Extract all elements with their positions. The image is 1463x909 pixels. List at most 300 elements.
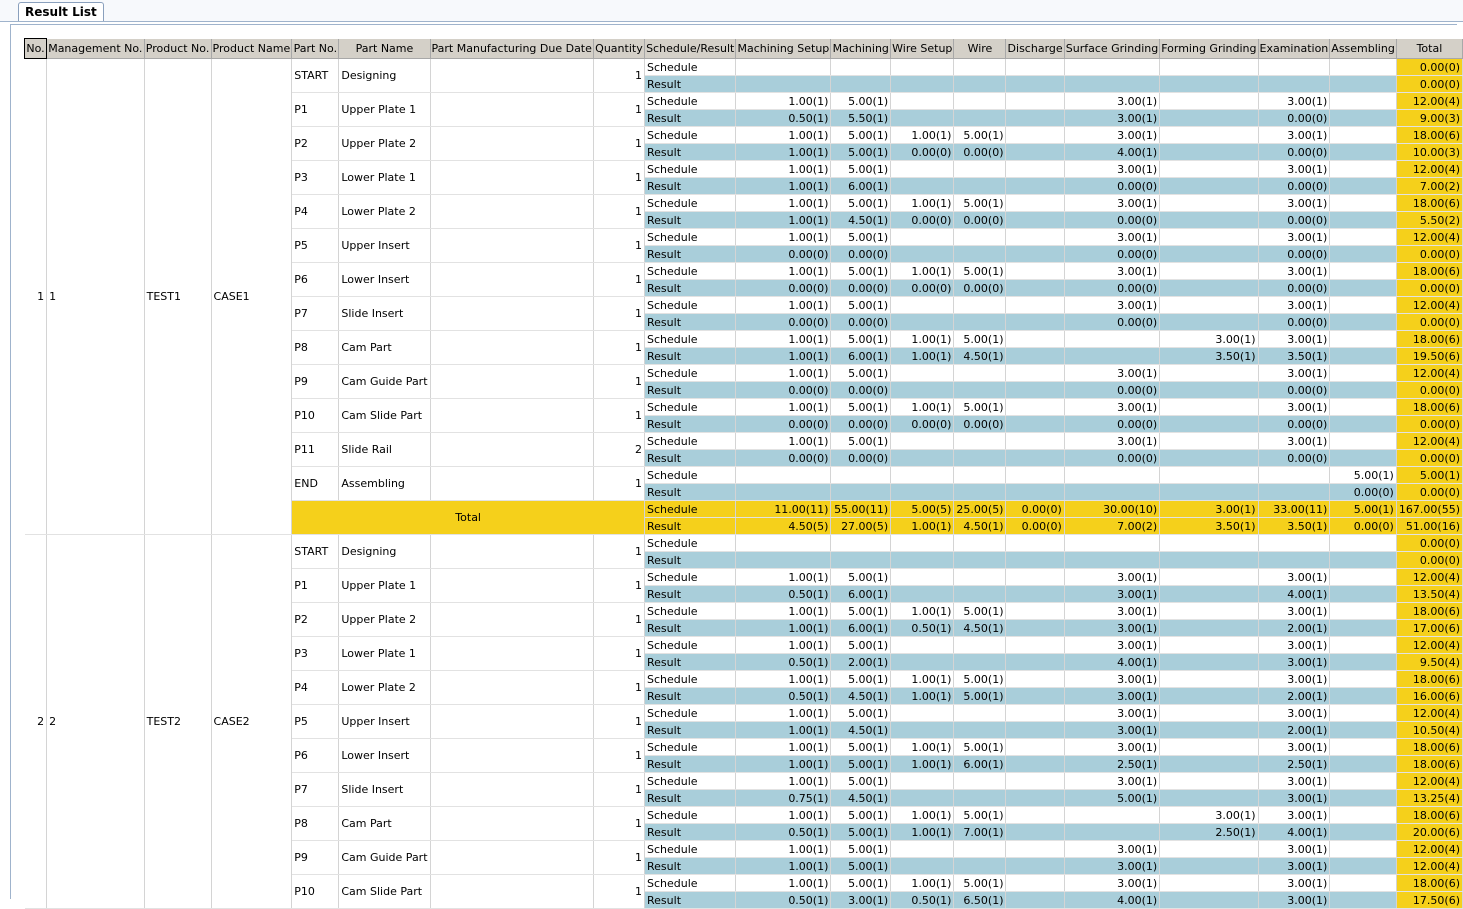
col-header-no[interactable]: No. xyxy=(25,39,47,59)
cell-value[interactable]: 0.00(0) xyxy=(736,246,831,263)
cell-value[interactable]: 1.00(1) xyxy=(891,688,954,705)
schedule-label[interactable]: Schedule xyxy=(645,229,736,246)
cell-value[interactable] xyxy=(954,433,1006,450)
cell-value[interactable]: 3.00(1) xyxy=(1258,773,1330,790)
cell-due-date[interactable] xyxy=(430,705,593,739)
cell-due-date[interactable] xyxy=(430,229,593,263)
cell-value[interactable]: 0.00(0) xyxy=(1258,450,1330,467)
cell-value[interactable] xyxy=(1258,484,1330,501)
cell-value[interactable]: 1.00(1) xyxy=(891,824,954,841)
cell-value[interactable]: 0.50(1) xyxy=(891,892,954,909)
cell-value[interactable] xyxy=(891,314,954,331)
cell-quantity[interactable]: 1 xyxy=(593,195,644,229)
cell-value[interactable]: 5.00(1) xyxy=(831,824,891,841)
cell-value[interactable]: 5.00(1) xyxy=(954,195,1006,212)
cell-total[interactable]: 18.00(6) xyxy=(1396,671,1462,688)
cell-value[interactable] xyxy=(1330,382,1397,399)
cell-value[interactable] xyxy=(736,76,831,93)
cell-due-date[interactable] xyxy=(430,773,593,807)
cell-part-no[interactable]: P1 xyxy=(292,569,339,603)
cell-value[interactable]: 3.00(1) xyxy=(1258,637,1330,654)
cell-part-name[interactable]: Lower Insert xyxy=(339,263,430,297)
schedule-label[interactable]: Schedule xyxy=(645,467,736,484)
cell-value[interactable] xyxy=(1006,382,1064,399)
cell-quantity[interactable]: 2 xyxy=(593,433,644,467)
cell-value[interactable]: 5.00(1) xyxy=(954,399,1006,416)
cell-value[interactable]: 1.00(1) xyxy=(736,807,831,824)
cell-value[interactable] xyxy=(1160,110,1258,127)
cell-value[interactable] xyxy=(1160,756,1258,773)
cell-value[interactable] xyxy=(1160,178,1258,195)
cell-value[interactable]: 5.00(1) xyxy=(831,144,891,161)
cell-quantity[interactable]: 1 xyxy=(593,229,644,263)
cell-value[interactable] xyxy=(954,365,1006,382)
cell-value[interactable]: 3.00(1) xyxy=(1064,841,1159,858)
cell-value[interactable] xyxy=(954,110,1006,127)
cell-value[interactable] xyxy=(1330,875,1397,892)
schedule-label[interactable]: Schedule xyxy=(645,331,736,348)
cell-value[interactable] xyxy=(1006,722,1064,739)
cell-value[interactable] xyxy=(891,365,954,382)
cell-value[interactable]: 2.00(1) xyxy=(1258,688,1330,705)
cell-total[interactable]: 17.50(6) xyxy=(1396,892,1462,909)
cell-due-date[interactable] xyxy=(430,399,593,433)
cell-value[interactable]: 0.00(0) xyxy=(891,416,954,433)
cell-value[interactable] xyxy=(1006,586,1064,603)
cell-value[interactable] xyxy=(1160,450,1258,467)
cell-value[interactable] xyxy=(1160,59,1258,76)
cell-value[interactable] xyxy=(736,59,831,76)
cell-value[interactable] xyxy=(891,722,954,739)
cell-total[interactable]: 18.00(6) xyxy=(1396,127,1462,144)
cell-part-no[interactable]: P6 xyxy=(292,739,339,773)
cell-value[interactable]: 5.00(1) xyxy=(831,433,891,450)
cell-total[interactable]: 18.00(6) xyxy=(1396,331,1462,348)
cell-value[interactable] xyxy=(1160,535,1258,552)
cell-value[interactable] xyxy=(1160,263,1258,280)
cell-value[interactable]: 4.00(1) xyxy=(1064,144,1159,161)
cell-value[interactable] xyxy=(1064,467,1159,484)
cell-value[interactable]: 5.00(1) xyxy=(1064,790,1159,807)
cell-value[interactable] xyxy=(1330,552,1397,569)
col-header-wire-setup[interactable]: Wire Setup xyxy=(891,39,954,59)
cell-value[interactable]: 5.00(1) xyxy=(954,331,1006,348)
col-header-machining-setup[interactable]: Machining Setup xyxy=(736,39,831,59)
cell-value[interactable] xyxy=(891,858,954,875)
cell-value[interactable] xyxy=(954,178,1006,195)
cell-due-date[interactable] xyxy=(430,569,593,603)
cell-part-name[interactable]: Upper Insert xyxy=(339,705,430,739)
result-label[interactable]: Result xyxy=(645,790,736,807)
cell-value[interactable] xyxy=(891,586,954,603)
cell-total-value[interactable]: 3.50(1) xyxy=(1160,518,1258,535)
cell-value[interactable] xyxy=(954,705,1006,722)
result-label[interactable]: Result xyxy=(645,722,736,739)
cell-part-name[interactable]: Cam Guide Part xyxy=(339,365,430,399)
cell-value[interactable] xyxy=(1006,824,1064,841)
cell-value[interactable] xyxy=(1006,348,1064,365)
cell-value[interactable]: 1.00(1) xyxy=(736,195,831,212)
cell-value[interactable] xyxy=(1064,807,1159,824)
cell-value[interactable] xyxy=(1064,824,1159,841)
cell-value[interactable]: 0.00(0) xyxy=(954,212,1006,229)
cell-grand-total[interactable]: 51.00(16) xyxy=(1396,518,1462,535)
cell-part-name[interactable]: Slide Insert xyxy=(339,297,430,331)
cell-value[interactable] xyxy=(1006,773,1064,790)
cell-value[interactable] xyxy=(1006,875,1064,892)
cell-value[interactable] xyxy=(1160,365,1258,382)
cell-product-name[interactable]: CASE1 xyxy=(211,59,292,535)
cell-value[interactable]: 1.00(1) xyxy=(891,195,954,212)
cell-value[interactable]: 5.00(1) xyxy=(831,399,891,416)
cell-value[interactable]: 1.00(1) xyxy=(736,297,831,314)
cell-value[interactable] xyxy=(1258,467,1330,484)
cell-total[interactable]: 0.00(0) xyxy=(1396,382,1462,399)
col-header-product-name[interactable]: Product Name xyxy=(211,39,292,59)
cell-value[interactable] xyxy=(891,178,954,195)
result-label[interactable]: Result xyxy=(645,212,736,229)
cell-value[interactable]: 4.50(1) xyxy=(954,348,1006,365)
cell-total[interactable]: 18.00(6) xyxy=(1396,603,1462,620)
cell-value[interactable] xyxy=(1330,59,1397,76)
cell-value[interactable] xyxy=(891,246,954,263)
cell-value[interactable]: 4.50(1) xyxy=(831,722,891,739)
cell-value[interactable] xyxy=(1006,620,1064,637)
cell-due-date[interactable] xyxy=(430,875,593,909)
cell-total[interactable]: 18.00(6) xyxy=(1396,756,1462,773)
cell-value[interactable]: 1.00(1) xyxy=(736,875,831,892)
cell-value[interactable] xyxy=(1330,144,1397,161)
schedule-label[interactable]: Schedule xyxy=(645,59,736,76)
result-label[interactable]: Result xyxy=(645,858,736,875)
cell-value[interactable] xyxy=(1064,348,1159,365)
cell-part-no[interactable]: P8 xyxy=(292,331,339,365)
cell-quantity[interactable]: 1 xyxy=(593,739,644,773)
cell-value[interactable] xyxy=(1006,195,1064,212)
cell-total-value[interactable]: 30.00(10) xyxy=(1064,501,1159,518)
cell-value[interactable]: 3.00(1) xyxy=(1258,127,1330,144)
cell-value[interactable] xyxy=(831,484,891,501)
cell-value[interactable] xyxy=(954,59,1006,76)
cell-value[interactable]: 0.00(0) xyxy=(1258,178,1330,195)
cell-total-value[interactable]: 0.00(0) xyxy=(1006,501,1064,518)
result-label[interactable]: Result xyxy=(645,76,736,93)
col-header-quantity[interactable]: Quantity xyxy=(593,39,644,59)
cell-part-name[interactable]: Designing xyxy=(339,535,430,569)
col-header-part-no[interactable]: Part No. xyxy=(292,39,339,59)
cell-value[interactable] xyxy=(891,467,954,484)
cell-quantity[interactable]: 1 xyxy=(593,773,644,807)
cell-value[interactable]: 4.50(1) xyxy=(831,212,891,229)
cell-value[interactable] xyxy=(1160,688,1258,705)
cell-part-no[interactable]: P10 xyxy=(292,399,339,433)
result-label[interactable]: Result xyxy=(645,756,736,773)
cell-value[interactable] xyxy=(1330,110,1397,127)
cell-value[interactable] xyxy=(1330,603,1397,620)
cell-value[interactable] xyxy=(1006,399,1064,416)
cell-value[interactable] xyxy=(1330,824,1397,841)
cell-value[interactable]: 0.00(0) xyxy=(831,246,891,263)
cell-value[interactable]: 3.00(1) xyxy=(831,892,891,909)
cell-total[interactable]: 18.00(6) xyxy=(1396,195,1462,212)
cell-management-no[interactable]: 2 xyxy=(47,535,145,909)
cell-part-name[interactable]: Slide Rail xyxy=(339,433,430,467)
cell-value[interactable] xyxy=(1160,212,1258,229)
cell-value[interactable]: 1.00(1) xyxy=(891,739,954,756)
cell-total-value[interactable]: 7.00(2) xyxy=(1064,518,1159,535)
cell-total[interactable]: 0.00(0) xyxy=(1396,552,1462,569)
cell-total[interactable]: 10.00(3) xyxy=(1396,144,1462,161)
cell-value[interactable]: 3.00(1) xyxy=(1064,586,1159,603)
cell-total[interactable]: 18.00(6) xyxy=(1396,739,1462,756)
cell-value[interactable] xyxy=(1006,858,1064,875)
cell-value[interactable] xyxy=(1330,280,1397,297)
col-header-examination[interactable]: Examination xyxy=(1258,39,1330,59)
cell-due-date[interactable] xyxy=(430,365,593,399)
cell-value[interactable] xyxy=(1064,59,1159,76)
cell-value[interactable]: 3.00(1) xyxy=(1258,858,1330,875)
cell-value[interactable] xyxy=(1160,297,1258,314)
cell-value[interactable] xyxy=(954,586,1006,603)
cell-value[interactable] xyxy=(1006,416,1064,433)
cell-value[interactable] xyxy=(891,297,954,314)
cell-value[interactable] xyxy=(1006,535,1064,552)
cell-value[interactable]: 3.00(1) xyxy=(1064,365,1159,382)
cell-value[interactable]: 0.00(0) xyxy=(1258,144,1330,161)
cell-total[interactable]: 5.50(2) xyxy=(1396,212,1462,229)
cell-value[interactable] xyxy=(1330,433,1397,450)
cell-value[interactable] xyxy=(1330,620,1397,637)
cell-value[interactable] xyxy=(1006,807,1064,824)
cell-value[interactable]: 3.00(1) xyxy=(1064,93,1159,110)
cell-value[interactable] xyxy=(891,93,954,110)
cell-due-date[interactable] xyxy=(430,127,593,161)
cell-value[interactable]: 1.00(1) xyxy=(736,620,831,637)
cell-due-date[interactable] xyxy=(430,93,593,127)
schedule-label[interactable]: Schedule xyxy=(645,739,736,756)
result-label[interactable]: Result xyxy=(645,314,736,331)
cell-due-date[interactable] xyxy=(430,535,593,569)
cell-value[interactable]: 1.00(1) xyxy=(736,841,831,858)
cell-total-value[interactable]: 3.00(1) xyxy=(1160,501,1258,518)
cell-value[interactable]: 0.00(0) xyxy=(1064,382,1159,399)
cell-due-date[interactable] xyxy=(430,331,593,365)
cell-value[interactable]: 0.00(0) xyxy=(1064,416,1159,433)
cell-value[interactable]: 3.00(1) xyxy=(1258,705,1330,722)
cell-value[interactable]: 2.50(1) xyxy=(1160,824,1258,841)
cell-value[interactable]: 1.00(1) xyxy=(736,93,831,110)
cell-value[interactable]: 1.00(1) xyxy=(736,348,831,365)
cell-total[interactable]: 12.00(4) xyxy=(1396,229,1462,246)
cell-quantity[interactable]: 1 xyxy=(593,569,644,603)
cell-part-no[interactable]: P9 xyxy=(292,841,339,875)
cell-value[interactable]: 3.00(1) xyxy=(1258,790,1330,807)
cell-value[interactable] xyxy=(1258,552,1330,569)
schedule-label[interactable]: Schedule xyxy=(645,127,736,144)
cell-value[interactable] xyxy=(1330,178,1397,195)
cell-value[interactable] xyxy=(1330,671,1397,688)
col-header-schedule-result[interactable]: Schedule/Result xyxy=(645,39,736,59)
cell-total[interactable]: 12.00(4) xyxy=(1396,705,1462,722)
cell-value[interactable] xyxy=(1006,790,1064,807)
cell-due-date[interactable] xyxy=(430,739,593,773)
cell-value[interactable]: 3.00(1) xyxy=(1064,297,1159,314)
cell-due-date[interactable] xyxy=(430,59,593,93)
cell-value[interactable] xyxy=(1330,654,1397,671)
cell-due-date[interactable] xyxy=(430,195,593,229)
cell-value[interactable] xyxy=(1160,246,1258,263)
cell-part-no[interactable]: P4 xyxy=(292,195,339,229)
cell-value[interactable]: 0.00(0) xyxy=(1258,212,1330,229)
cell-value[interactable]: 5.00(1) xyxy=(831,637,891,654)
cell-value[interactable] xyxy=(954,569,1006,586)
cell-value[interactable]: 3.00(1) xyxy=(1258,365,1330,382)
cell-part-no[interactable]: P7 xyxy=(292,773,339,807)
schedule-label[interactable]: Schedule xyxy=(645,535,736,552)
cell-value[interactable]: 1.00(1) xyxy=(736,722,831,739)
cell-value[interactable]: 1.00(1) xyxy=(891,875,954,892)
cell-due-date[interactable] xyxy=(430,807,593,841)
cell-value[interactable]: 1.00(1) xyxy=(891,807,954,824)
cell-value[interactable]: 3.00(1) xyxy=(1064,263,1159,280)
cell-value[interactable] xyxy=(954,297,1006,314)
cell-value[interactable]: 5.00(1) xyxy=(831,875,891,892)
cell-value[interactable]: 0.00(0) xyxy=(736,450,831,467)
cell-value[interactable]: 0.00(0) xyxy=(1330,484,1397,501)
cell-product-name[interactable]: CASE2 xyxy=(211,535,292,909)
cell-value[interactable]: 3.00(1) xyxy=(1064,671,1159,688)
cell-due-date[interactable] xyxy=(430,161,593,195)
cell-value[interactable] xyxy=(1006,59,1064,76)
col-header-management-no[interactable]: Management No. xyxy=(47,39,145,59)
cell-total[interactable]: 0.00(0) xyxy=(1396,76,1462,93)
cell-part-no[interactable]: P3 xyxy=(292,161,339,195)
cell-quantity[interactable]: 1 xyxy=(593,841,644,875)
cell-value[interactable] xyxy=(1160,416,1258,433)
cell-total[interactable]: 0.00(0) xyxy=(1396,484,1462,501)
cell-value[interactable] xyxy=(891,705,954,722)
cell-value[interactable] xyxy=(1160,552,1258,569)
cell-value[interactable]: 0.00(0) xyxy=(1064,450,1159,467)
cell-value[interactable]: 5.00(1) xyxy=(831,195,891,212)
cell-value[interactable]: 0.00(0) xyxy=(1064,212,1159,229)
cell-value[interactable] xyxy=(1006,671,1064,688)
cell-value[interactable]: 5.00(1) xyxy=(831,331,891,348)
cell-value[interactable]: 4.50(1) xyxy=(831,790,891,807)
cell-value[interactable] xyxy=(891,552,954,569)
cell-due-date[interactable] xyxy=(430,603,593,637)
cell-value[interactable]: 5.00(1) xyxy=(831,739,891,756)
cell-part-name[interactable]: Upper Plate 1 xyxy=(339,569,430,603)
cell-value[interactable] xyxy=(1006,314,1064,331)
cell-total[interactable]: 0.00(0) xyxy=(1396,314,1462,331)
cell-value[interactable] xyxy=(1006,654,1064,671)
cell-value[interactable] xyxy=(1160,654,1258,671)
cell-total-value[interactable]: 0.00(0) xyxy=(1330,518,1397,535)
cell-value[interactable] xyxy=(1258,535,1330,552)
cell-value[interactable] xyxy=(1160,467,1258,484)
cell-value[interactable] xyxy=(1160,127,1258,144)
cell-value[interactable]: 5.00(1) xyxy=(831,603,891,620)
schedule-label[interactable]: Schedule xyxy=(645,93,736,110)
cell-due-date[interactable] xyxy=(430,671,593,705)
cell-value[interactable] xyxy=(1330,212,1397,229)
cell-value[interactable]: 1.00(1) xyxy=(736,399,831,416)
cell-value[interactable]: 1.00(1) xyxy=(736,858,831,875)
cell-value[interactable]: 5.00(1) xyxy=(954,807,1006,824)
cell-total[interactable]: 13.25(4) xyxy=(1396,790,1462,807)
cell-value[interactable] xyxy=(1160,722,1258,739)
cell-value[interactable] xyxy=(1006,212,1064,229)
cell-value[interactable] xyxy=(1160,892,1258,909)
cell-value[interactable]: 0.00(0) xyxy=(954,144,1006,161)
cell-value[interactable]: 6.00(1) xyxy=(831,348,891,365)
cell-value[interactable] xyxy=(1006,331,1064,348)
cell-quantity[interactable]: 1 xyxy=(593,671,644,705)
cell-value[interactable] xyxy=(1160,705,1258,722)
schedule-label[interactable]: Schedule xyxy=(645,161,736,178)
cell-value[interactable] xyxy=(1160,433,1258,450)
cell-value[interactable]: 3.00(1) xyxy=(1258,603,1330,620)
cell-value[interactable] xyxy=(891,790,954,807)
cell-value[interactable] xyxy=(736,552,831,569)
cell-value[interactable]: 0.00(0) xyxy=(831,450,891,467)
cell-value[interactable] xyxy=(1330,195,1397,212)
cell-value[interactable] xyxy=(954,484,1006,501)
cell-value[interactable]: 5.00(1) xyxy=(831,756,891,773)
cell-value[interactable] xyxy=(1006,688,1064,705)
cell-value[interactable] xyxy=(1330,399,1397,416)
cell-value[interactable]: 1.00(1) xyxy=(736,161,831,178)
cell-value[interactable] xyxy=(1006,637,1064,654)
cell-value[interactable]: 2.00(1) xyxy=(1258,620,1330,637)
cell-value[interactable]: 0.00(0) xyxy=(891,280,954,297)
cell-value[interactable] xyxy=(954,76,1006,93)
cell-quantity[interactable]: 1 xyxy=(593,59,644,93)
cell-value[interactable]: 5.00(1) xyxy=(831,263,891,280)
cell-value[interactable] xyxy=(1006,552,1064,569)
cell-value[interactable] xyxy=(1160,671,1258,688)
cell-value[interactable]: 3.00(1) xyxy=(1258,297,1330,314)
cell-value[interactable] xyxy=(1330,892,1397,909)
cell-part-name[interactable]: Upper Plate 2 xyxy=(339,127,430,161)
cell-total[interactable]: 12.00(4) xyxy=(1396,297,1462,314)
cell-value[interactable] xyxy=(1330,841,1397,858)
cell-value[interactable]: 5.00(1) xyxy=(831,807,891,824)
cell-quantity[interactable]: 1 xyxy=(593,875,644,909)
cell-value[interactable]: 1.00(1) xyxy=(891,331,954,348)
cell-value[interactable]: 0.00(0) xyxy=(831,314,891,331)
cell-total-value[interactable]: 11.00(11) xyxy=(736,501,831,518)
col-header-forming-grinding[interactable]: Forming Grinding xyxy=(1160,39,1258,59)
cell-value[interactable]: 1.00(1) xyxy=(736,756,831,773)
cell-value[interactable]: 1.00(1) xyxy=(736,144,831,161)
cell-value[interactable] xyxy=(1330,739,1397,756)
cell-value[interactable]: 1.00(1) xyxy=(736,331,831,348)
cell-value[interactable] xyxy=(1330,365,1397,382)
cell-value[interactable] xyxy=(954,790,1006,807)
cell-value[interactable]: 3.00(1) xyxy=(1064,637,1159,654)
cell-value[interactable] xyxy=(954,637,1006,654)
cell-value[interactable]: 3.00(1) xyxy=(1064,722,1159,739)
cell-value[interactable] xyxy=(736,484,831,501)
cell-value[interactable]: 3.00(1) xyxy=(1258,875,1330,892)
schedule-label[interactable]: Schedule xyxy=(645,263,736,280)
cell-value[interactable]: 4.00(1) xyxy=(1064,654,1159,671)
cell-value[interactable]: 3.50(1) xyxy=(1258,348,1330,365)
cell-value[interactable]: 3.00(1) xyxy=(1258,892,1330,909)
cell-total-value[interactable]: 1.00(1) xyxy=(891,518,954,535)
